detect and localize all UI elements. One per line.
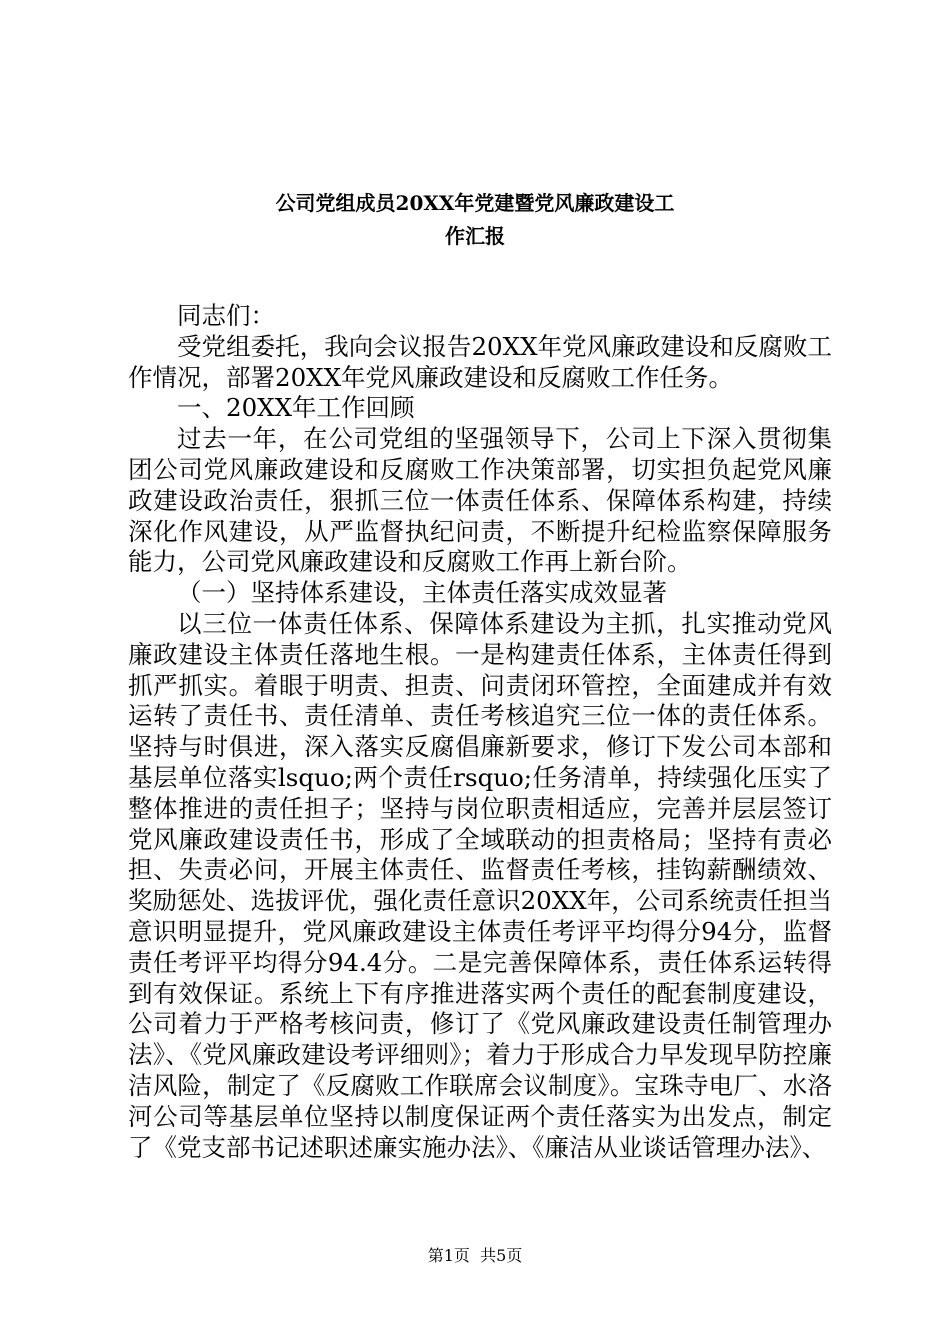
section-heading: 一、20XX年工作回顾: [177, 393, 415, 423]
page-footer: 第1页 共5页: [427, 1246, 523, 1265]
document-body: [128, 301, 832, 1163]
document-title-line-1: 公司党组成员20XX年党建暨党风廉政建设工: [275, 191, 675, 215]
subsection-heading: （一）坚持体系建设，主体责任落实成效显著: [177, 578, 667, 608]
review-paragraph: 过去一年，在公司党组的坚强领导下，公司上下深入贯彻集团公司党风廉政建设和反腐败工作决策部署，切实担负起党风廉政建设政治责任，狠抓三位一体责任体系、保障体系构建，持续深化作风建设，从严监督执纪问责，不断提升纪检监察保障服务能力，公司党风廉政建设和反腐败工作再上新台阶。: [128, 424, 832, 577]
body-paragraph: 以三位一体责任体系、保障体系建设为主抓，扎实推动党风廉政建设主体责任落地生根。一是构建责任体系，主体责任得到抓严抓实。着眼于明责、担责、问责闭环管控，全面建成并有效运转了责任书、责任清单、责任考核追究三位一体的责任体系。坚持与时俱进，深入落实反腐倡廉新要求，修订下发公司本部和基层单位落实lsquo;两个责任rsquo;任务清单，持续强化压实了整体推进的责任担子；坚持与岗位职责相适应，完善并层层签订党风廉政建设责任书，形成了全域联动的担责格局；坚持有责必担、失责必问，开展主体责任、监督责任考核，挂钩薪酬绩效、奖励惩处、选拔评优，强化责任意识20XX年，公司系统责任担当意识明显提升，党风廉政建设主体责任考评平均得分94分，监督责任考评平均得分94.4分。二是完善保障体系，责任体系运转得到有效保证。系统上下有序推进落实两个责任的配套制度建设，公司着力于严格考核问责，修订了《党风廉政建设责任制管理办法》、《党风廉政建设考评细则》；着力于形成合力早发现早防控廉洁风险，制定了《反腐败工作联席会议制度》。宝珠寺电厂、水洛河公司等基层单位坚持以制度保证两个责任落实为出发点，制定了《党支部书记述职述廉实施办法》、《廉洁从业谈话管理办法》、: [128, 608, 832, 1162]
document-title-line-2: 作汇报: [445, 224, 505, 248]
salutation: 同志们：: [177, 301, 275, 330]
intro-paragraph: 受党组委托，我向会议报告20XX年党风廉政建设和反腐败工作情况，部署20XX年党风廉政建设和反腐败工作任务。: [128, 331, 832, 392]
